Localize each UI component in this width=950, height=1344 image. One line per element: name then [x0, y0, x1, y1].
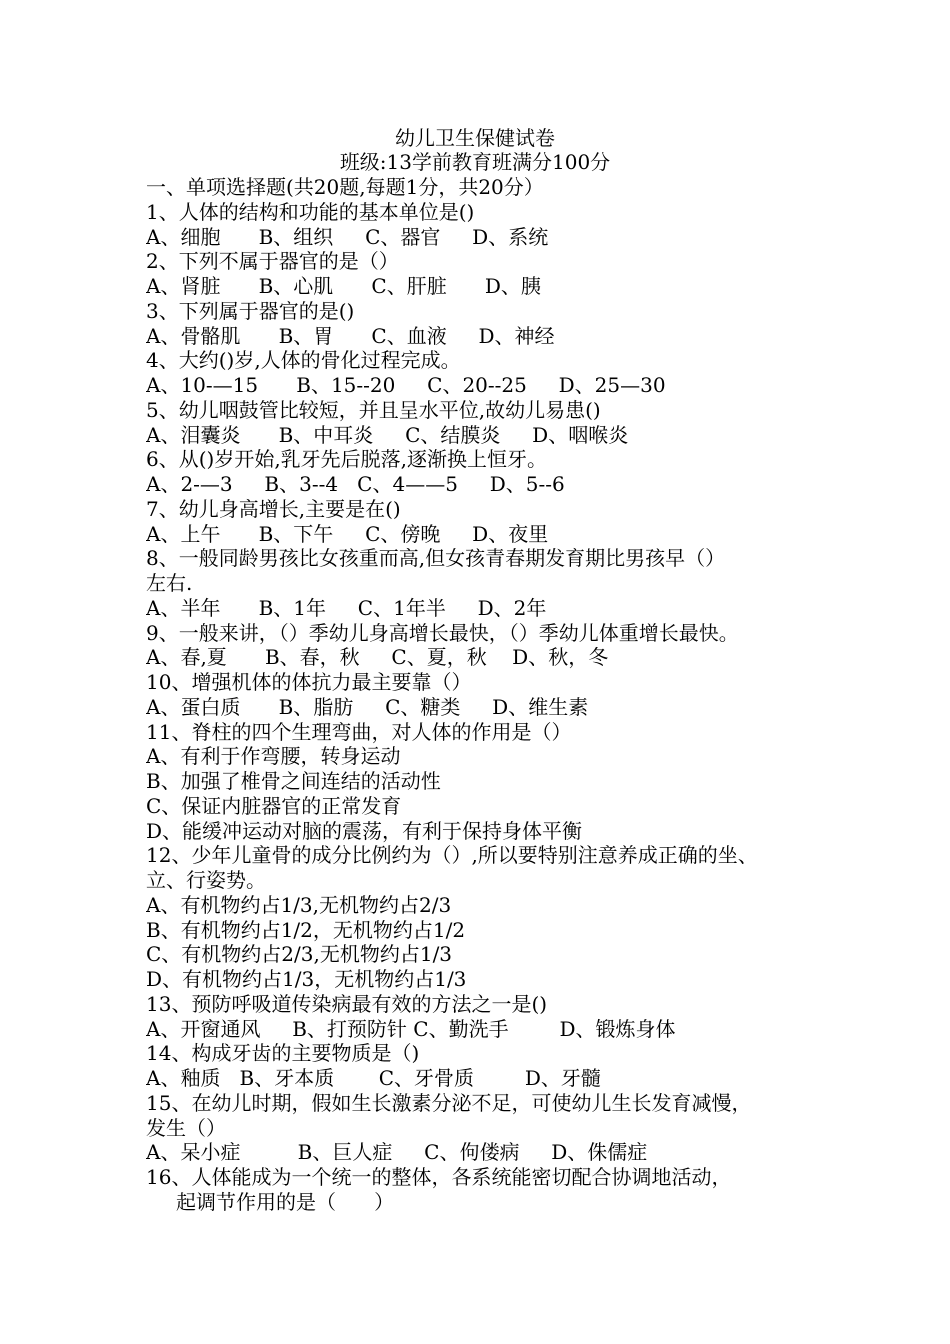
- document-line: A、春,夏 B、春，秋 C、夏，秋 D、秋，冬: [146, 645, 609, 670]
- document-subtitle: 班级:13学前教育班满分100分: [339, 150, 611, 174]
- document-line: 10、增强机体的体抗力最主要靠（）: [146, 670, 472, 694]
- document-line: A、半年 B、1年 C、1年半 D、2年: [146, 595, 547, 620]
- document-line: A、呆小症 B、巨人症 C、佝偻病 D、侏儒症: [146, 1140, 648, 1165]
- document-line: 左右.: [146, 571, 193, 595]
- document-line: A、釉质 B、牙本质 C、牙骨质 D、牙髓: [146, 1066, 601, 1090]
- document-line: 15、在幼儿时期，假如生长激素分泌不足，可使幼儿生长发育减慢，: [146, 1090, 752, 1115]
- document-line: 16、人体能成为一个统一的整体，各系统能密切配合协调地活动，: [146, 1165, 732, 1189]
- document-line: A、蛋白质 B、脂肪 C、糖类 D、维生素: [146, 694, 589, 719]
- document-line: A、泪囊炎 B、中耳炎 C、结膜炎 D、咽喉炎: [146, 422, 629, 447]
- document-line: A、骨骼肌 B、胃 C、血液 D、神经: [146, 323, 555, 348]
- document-line: 起调节作用的是（ ）: [176, 1189, 395, 1214]
- document-line: D、有机物约占1/3，无机物约占1/3: [146, 967, 467, 991]
- document-line: A、10-—15 B、15--20 C、20--25 D、25—30: [146, 373, 666, 397]
- document-line: 5、幼儿咽鼓管比较短，并且呈水平位,故幼儿易患(): [146, 397, 601, 422]
- document-line: 9、一般来讲，（）季幼儿身高增长最快，（）季幼儿体重增长最快。: [146, 620, 739, 645]
- document-line: 13、预防呼吸道传染病最有效的方法之一是(): [146, 991, 548, 1016]
- document-line: 11、脊柱的四个生理弯曲，对人体的作用是（）: [146, 719, 572, 744]
- document-line: 立、行姿势。: [146, 868, 266, 892]
- document-title: 幼儿卫生保健试卷: [395, 126, 555, 150]
- document-line: 12、少年儿童骨的成分比例约为（）,所以要特别注意养成正确的坐、: [146, 843, 758, 868]
- document-line: 8、一般同龄男孩比女孩重而高,但女孩青春期发育期比男孩早（）: [146, 546, 726, 571]
- document-line: D、能缓冲运动对脑的震荡，有利于保持身体平衡: [146, 818, 583, 843]
- document-line: 2、下列不属于器官的是（）: [146, 249, 399, 274]
- document-line: 7、幼儿身高增长,主要是在(): [146, 496, 401, 521]
- document-line: A、有机物约占1/3,无机物约占2/3: [146, 892, 452, 917]
- document-line: A、2-—3 B、3--4 C、4——5 D、5--6: [146, 472, 565, 496]
- document-line: A、细胞 B、组织 C、器官 D、系统: [146, 224, 549, 249]
- document-line: A、肾脏 B、心肌 C、肝脏 D、胰: [146, 274, 541, 298]
- document-line: 发生（）: [146, 1115, 226, 1140]
- document-line: A、开窗通风 B、打预防针 C、勤洗手 D、锻炼身体: [146, 1016, 676, 1041]
- document-line: 6、从()岁开始,乳牙先后脱落,逐渐换上恒牙。: [146, 447, 548, 472]
- document-line: A、有利于作弯腰，转身运动: [146, 744, 401, 769]
- document-line: B、有机物约占1/2，无机物约占1/2: [146, 917, 466, 942]
- document-line: B、加强了椎骨之间连结的活动性: [146, 769, 441, 793]
- document-line: 1、人体的结构和功能的基本单位是(): [146, 199, 475, 224]
- document-line: C、保证内脏器官的正常发育: [146, 793, 402, 818]
- document-line: 4、大约()岁,人体的骨化过程完成。: [146, 348, 461, 373]
- document-line: 3、下列属于器官的是(): [146, 298, 355, 323]
- document-line: A、上午 B、下午 C、傍晚 D、夜里: [146, 521, 549, 546]
- document-line: 14、构成牙齿的主要物质是（): [146, 1041, 420, 1066]
- document-line: 一、单项选择题(共20题,每题1分，共20分）: [146, 175, 544, 199]
- document-line: C、有机物约占2/3,无机物约占1/3: [146, 942, 453, 967]
- question-list: [146, 175, 926, 1215]
